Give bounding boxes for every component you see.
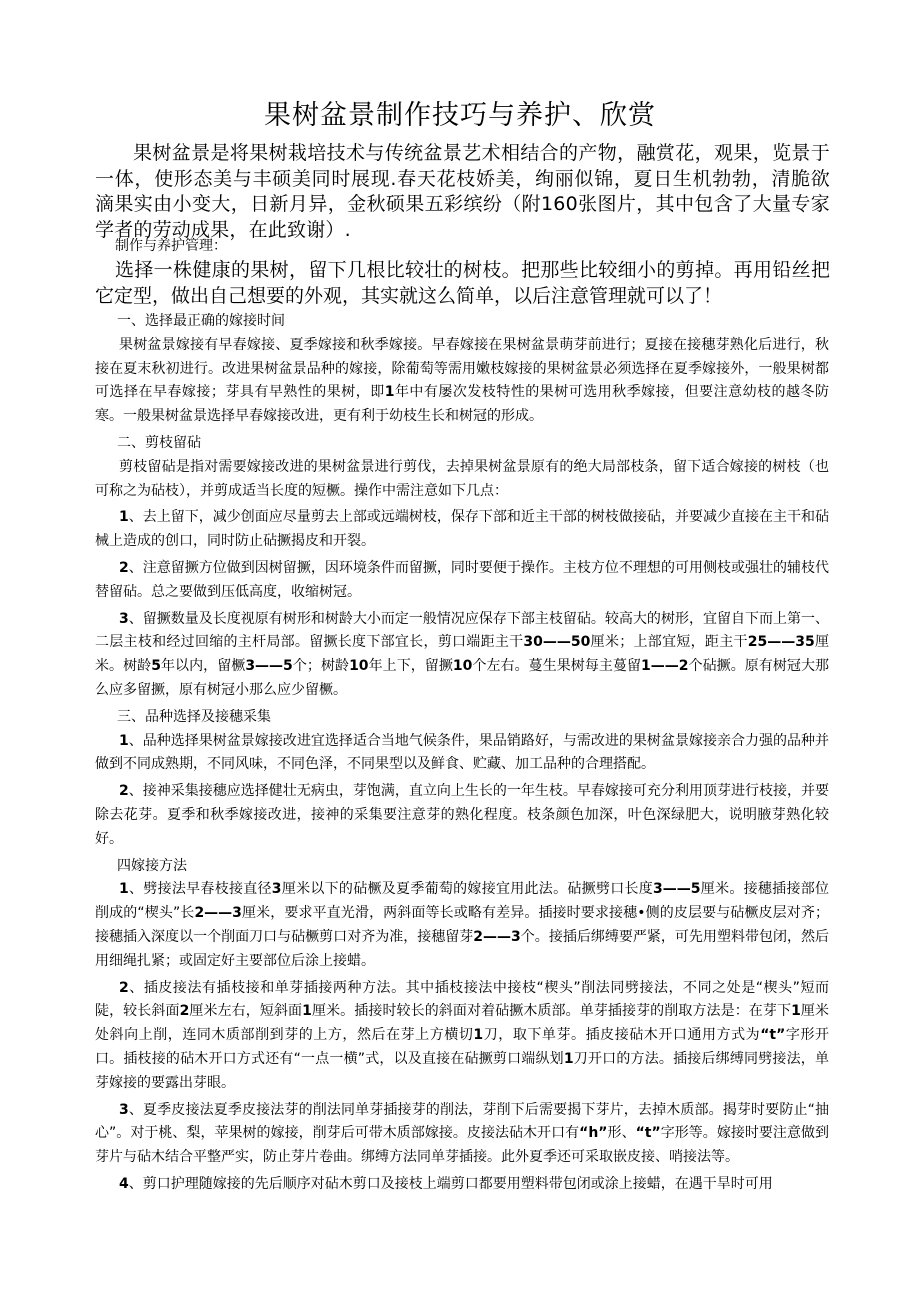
intro-paragraph: 果树盆景是将果树栽培技术与传统盆景艺术相结合的产物，融赏花，观果，览景于一体，使形态美与丰硕美同时展现.春天花枝娇美，绚丽似锦，夏日生机勃勃，清脆欲滴果实由小变大，日新月异，金秋硕果五彩缤纷（附160张图片，其中包含了大量专家学者的劳动成果，在此致谢）. [95, 142, 830, 241]
paragraph: 2、插皮接法有插枝接和单芽插接两种方法。其中插枝接法中接枝“楔头”削法同劈接法，不同之处是“楔头”短而陡，较长斜面2厘米左右，短斜面1厘米。插接时较长的斜面对着砧撅木质部。单芽插接芽的削取方法是：在芽下1厘米处斜向上削，连同木质部削到芽的上方，然后在芽上方横切1刀，取下单芽。插皮接砧木开口通用方式为“t”字形开口。插枝接的砧木开口方式还有“一点一横”式，以及直接在砧撅剪口端纵划1刀开口的方法。插接后绑缚同劈接法，单芽嫁接的要露出芽眼。 [95, 979, 830, 1091]
paragraph: 2、接神采集接穗应选择健壮无病虫，芽饱满，直立向上生长的一年生枝。早春嫁接可充分利用顶芽进行枝接，并要除去花芽。夏季和秋季嫁接改进，接神的采集要注意芽的熟化程度。枝条颜色加深，叶色深绿肥大，说明腋芽熟化较好。 [95, 783, 829, 847]
section-label-management: 制作与养护管理： [115, 238, 227, 254]
paragraph: 1、劈接法早春枝接直径3厘米以下的砧橛及夏季葡萄的嫁接宜用此法。砧撅劈口长度3——5厘米。接穗插接部位削成的“楔头”长2——3厘米，要求平直光滑，两斜面等长或略有差异。插接时要求接穗•侧的皮层要与砧橛皮层对齐；接穗插入深度以一个削面刀口与砧橛剪口对齐为准，接穗留芽2——3个。接插后绑缚要严紧，可先用塑料带包闭，然后用细绳扎紧；或固定好主要部位后涂上接蜡。 [95, 881, 830, 969]
section-heading-2: 二、剪枝留砧 [117, 434, 201, 451]
section-heading-4: 四嫁接方法 [117, 857, 187, 874]
paragraph: 果树盆景嫁接有早春嫁接、夏季嫁接和秋季嫁接。早春嫁接在果树盆景萌芽前进行；夏接在接穗芽熟化后进行，秋接在夏末秋初进行。改进果树盆景品种的嫁接，除葡萄等需用嫩枝嫁接的果树盆景必须选择在夏季嫁接外，一般果树都可选择在早春嫁接；芽具有早熟性的果树，即1年中有屡次发枝特性的果树可选用秋季嫁接，但要注意幼枝的越冬防寒。一般果树盆景选择早春嫁接改进，更有利于幼枝生长和树冠的形成。 [95, 336, 830, 425]
section-heading-1: 一、选择最正确的嫁接时间 [117, 313, 285, 329]
document-title: 果树盆景制作技巧与养护、欣赏 [264, 100, 656, 131]
section-heading-3: 三、品种选择及接穗采集 [117, 708, 271, 725]
paragraph: 剪枝留砧是指对需要嫁接改进的果树盆景进行剪伐，去掉果树盆景原有的绝大局部枝条，留下适合嫁接的树枝（也可称之为砧枝），并剪成适当长度的短橛。操作中需注意如下几点： [95, 458, 829, 499]
paragraph: 2、注意留撅方位做到因树留撅，因环境条件而留撅，同时要便于操作。主枝方位不理想的可用侧枝或强壮的辅枝代替留砧。总之要做到压低高度，收缩树冠。 [95, 559, 829, 600]
paragraph: 3、留撅数量及长度视原有树形和树龄大小而定一般情况应保存下部主枝留砧。较高大的树形，宜留自下而上第一、二层主枝和经过回缩的主杆局部。留撅长度下部宜长，剪口端距主干30——50厘米；上部宜短，距主干25——35厘米。树龄5年以内，留橛3——5个；树龄10年上下，留撅10个左右。蔓生果树每主蔓留1——2个砧撅。原有树冠大那么应多留撅，原有树冠小那么应少留橛。 [95, 610, 830, 698]
document-body [95, 310, 829, 1197]
paragraph: 3、夏季皮接法夏季皮接法芽的削法同单芽插接芽的削法，芽削下后需要揭下芽片，去掉木质部。揭芽时要防止“抽心”。对于桃、梨，苹果树的嫁接，削芽后可带木质部嫁接。皮接法砧木开口有“h”形、“t”字形等。嫁接时要注意做到芽片与砧木结合平整严实，防止芽片卷曲。绑缚方法同单芽插接。此外夏季还可采取嵌皮接、哨接法等。 [95, 1101, 830, 1166]
paragraph: 4、剪口护理随嫁接的先后顺序对砧木剪口及接枝上端剪口都要用塑料带包闭或涂上接蜡，在遇干旱时可用 [119, 1175, 773, 1192]
lead-paragraph: 选择一株健康的果树，留下几根比较壮的树枝。把那些比较细小的剪掉。再用铅丝把它定型，做出自己想要的外观，其实就这么简单，以后注意管理就可以了！ [95, 259, 830, 307]
paragraph: 1、品种选择果树盆景嫁接改进宜选择适合当地气候条件，果品销路好，与需改进的果树盆景嫁接亲合力强的品种并做到不同成熟期，不同风味，不同色泽，不同果型以及鲜食、贮藏、加工品种的合理搭配。 [95, 732, 829, 773]
paragraph: 1、去上留下，减少创面应尽量剪去上部或远端树枝，保存下部和近主干部的树枝做接砧，并要减少直接在主干和砧械上造成的创口，同时防止砧撅揭皮和开裂。 [95, 509, 829, 550]
